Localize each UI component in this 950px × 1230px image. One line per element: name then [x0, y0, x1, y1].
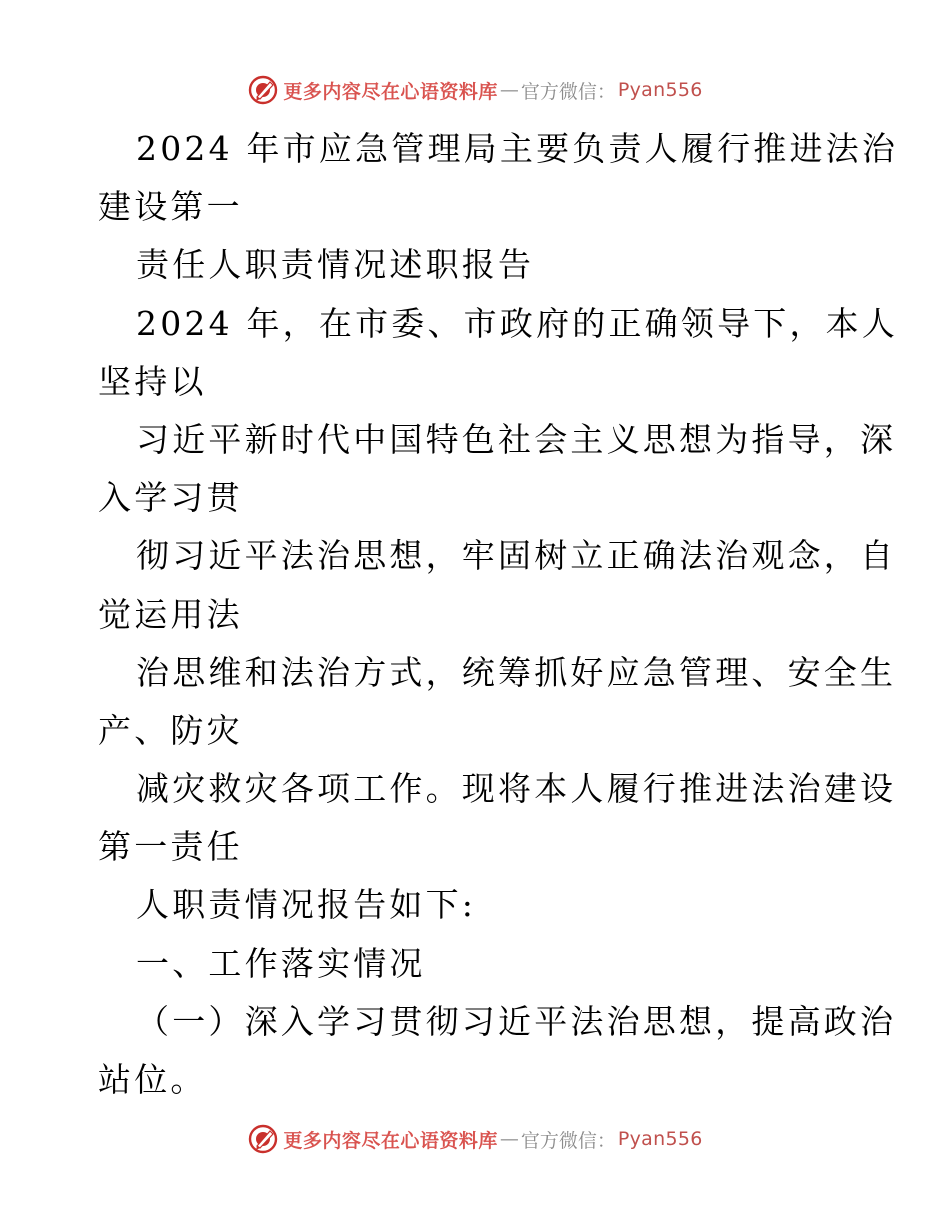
watermark-dash: — [499, 1128, 519, 1150]
pen-logo-icon [247, 1123, 279, 1155]
watermark-footer [0, 1119, 950, 1159]
watermark-main-text: 更多内容尽在心语资料库 [283, 80, 498, 103]
subsection-heading-continued: 站位。 [98, 1060, 207, 1099]
document-body [98, 120, 899, 1109]
paragraph-line: 第一责任 [98, 827, 243, 867]
watermark-header [0, 70, 950, 110]
paragraph-line: 产、防灾 [98, 710, 243, 750]
document-title-line-2: 建设第一 [98, 187, 243, 227]
paragraph-line: 治思维和法治方式，统筹抓好应急管理、安全生 [136, 652, 897, 692]
pen-logo-icon [247, 74, 279, 106]
watermark-wechat-id: Pyan556 [617, 79, 703, 101]
section-heading: 一、工作落实情况 [136, 943, 426, 983]
watermark-wechat-id: Pyan556 [617, 1128, 703, 1150]
watermark-label: 官方微信： [520, 1129, 616, 1152]
watermark-dash: — [499, 79, 519, 101]
paragraph-line: 2024 年，在市委、市政府的正确领导下，本人 [136, 303, 899, 343]
paragraph-line: 习近平新时代中国特色社会主义思想为指导，深 [136, 419, 897, 459]
subsection-heading: （一）深入学习贯彻习近平法治思想，提高政治 [136, 1001, 897, 1041]
watermark-main-text: 更多内容尽在心语资料库 [283, 1129, 498, 1152]
paragraph-line: 减灾救灾各项工作。现将本人履行推进法治建设 [136, 769, 897, 809]
paragraph-line: 彻习近平法治思想，牢固树立正确法治观念，自 [136, 536, 897, 576]
document-title-line-1: 2024 年市应急管理局主要负责人履行推进法治 [136, 129, 899, 168]
paragraph-line: 人职责情况报告如下: [136, 885, 477, 925]
paragraph-line: 觉运用法 [98, 594, 243, 634]
paragraph-line: 坚持以 [98, 361, 207, 401]
document-subtitle: 责任人职责情况述职报告 [136, 245, 535, 285]
paragraph-line: 入学习贯 [98, 478, 243, 518]
watermark-label: 官方微信： [520, 80, 616, 103]
